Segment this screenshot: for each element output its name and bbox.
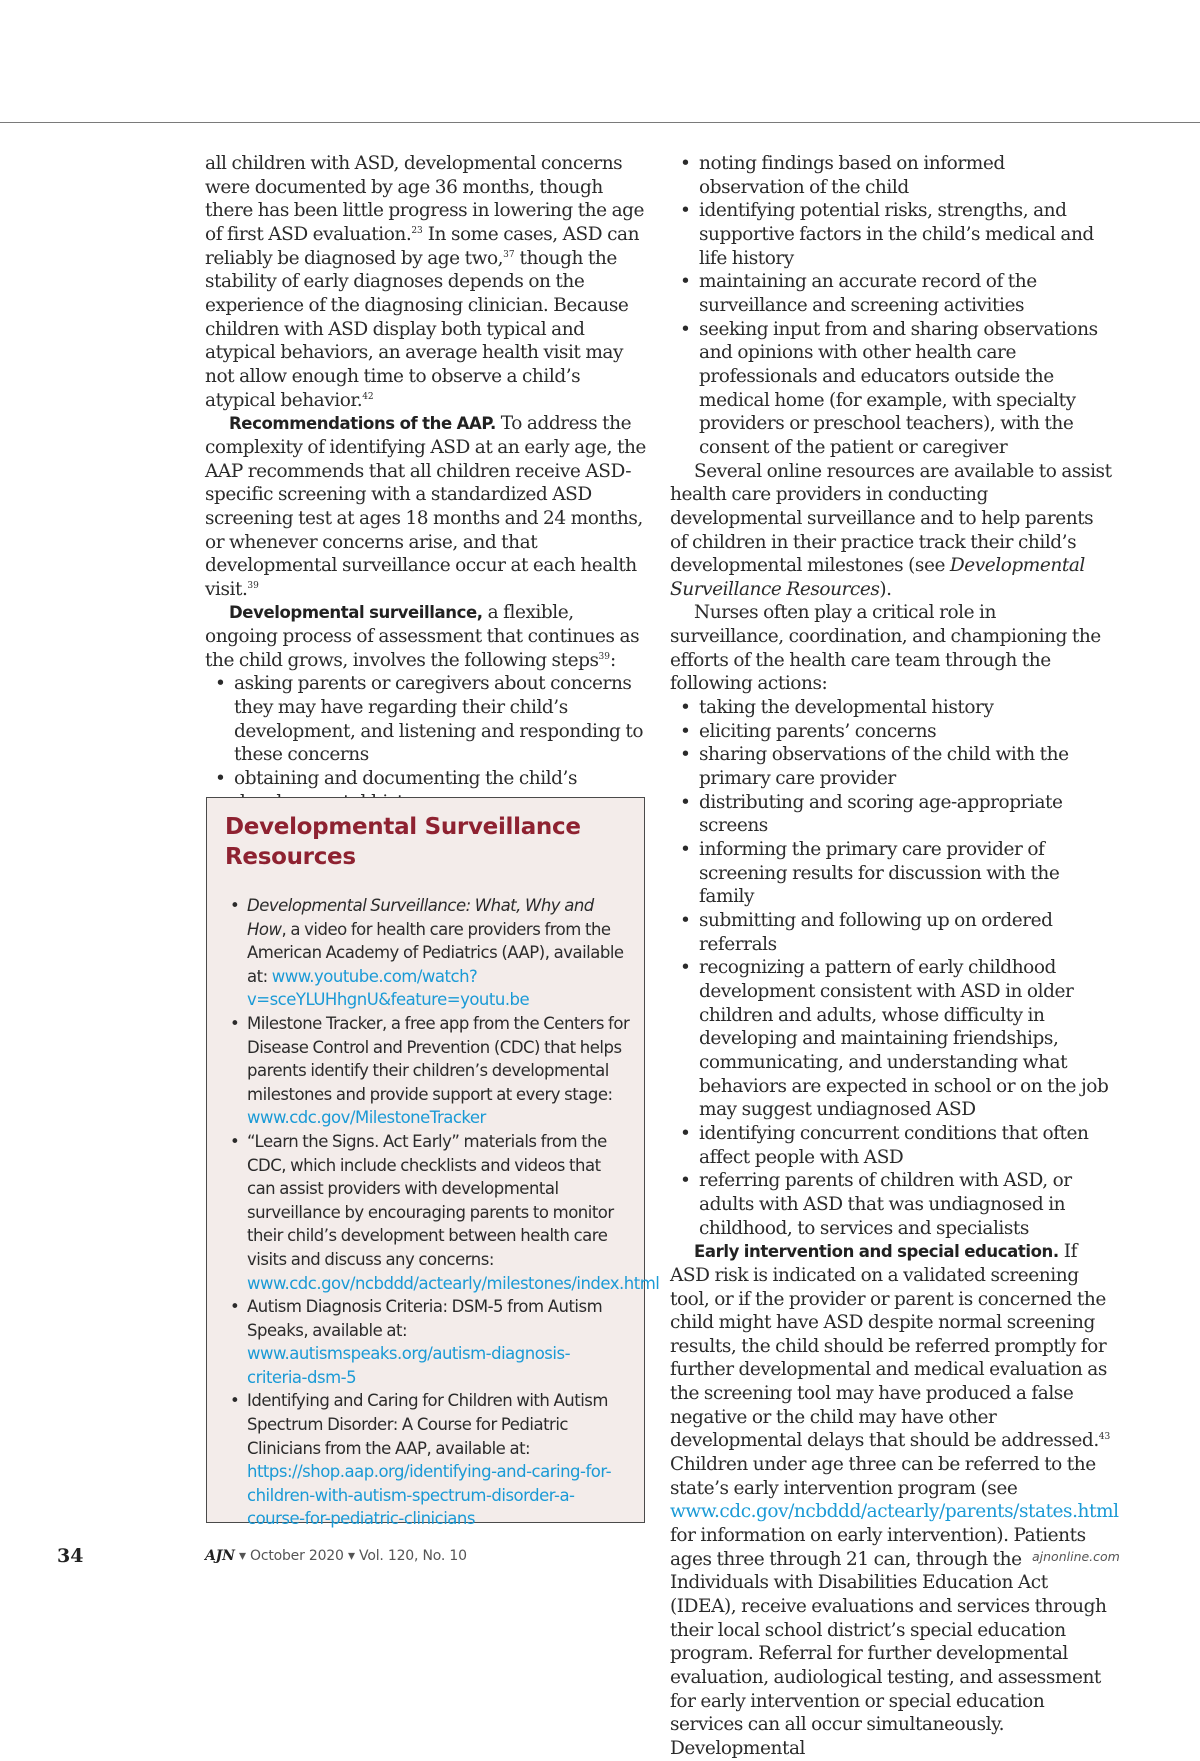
paragraph: Developmental surveillance, a flexible, ongoing process of assessment that continues as the child grows, involves the following steps$^{39}$: (205, 602, 640, 671)
resource-item: • “Learn the Signs. Act Early” materials from the CDC, which include checklists and videos that can assist providers with developmental surveillance by encouraging parents to monitor their child’s development between health care visits and discuss any concerns: www.cdc.gov/ncbddd/actearly/milestones/index.html (225, 1130, 630, 1295)
state-programs-link[interactable]: www.cdc.gov/ncbddd/actearly/parents/states.html (670, 1501, 1119, 1523)
list-item: • referring parents of children with ASD, or adults with ASD that was undiagnosed in childhood, to services and specialists (670, 1169, 1112, 1240)
list-item: • asking parents or caregivers about concerns they may have regarding their child’s development, and listening and responding to these concerns (205, 672, 647, 767)
resources-sidebar (206, 797, 660, 1529)
paragraph: all children with ASD, developmental concerns were documented by age 36 months, though there has been little progress in lowering the age of first ASD evaluation.$^{23}$ In some cases, ASD can reliably be diagnosed by age two,$^{37}$ though the stability of early diagnoses depends on the experience of the diagnosing clinician. Because children with ASD display both typical and atypical behaviors, an average health visit may not allow enough time to observe a child’s atypical behavior.$^{42}$ (205, 153, 645, 411)
resource-list (225, 894, 660, 1531)
resource-link[interactable]: www.youtube.com/watch?v=sceYLUHhgnU&feature=youtu.be (247, 966, 530, 1010)
list-item: • submitting and following up on ordered referrals (670, 909, 1112, 956)
list-item: • obtaining and documenting the child’s (205, 767, 647, 814)
bullet-list (670, 152, 1112, 460)
resource-item: • Developmental Surveillance: What, Why and How, a video for health care providers from the American Academy of Pediatrics (AAP), available at: www.youtube.com/watch?v=sceYLUHhgnU&feature=youtu.be (225, 894, 630, 1012)
list-item: • identifying potential risks, strengths, and supportive factors in the child’s medical and life history (670, 199, 1112, 270)
paragraph: Early intervention and special education. If ASD risk is indicated on a validated screening tool, or if the provider or parent is concerned the child might have ASD despite normal screening results, the child should be referred promptly for further developmental and medical evaluation as the screening tool may have produced a false negative or the child may have other developmental delays that should be addressed.$^{43}$ Children under age three can be referred to the state’s early intervention program (see www.cdc.gov/ncbddd/actearly/parents/states.html for information on early intervention). Patients ages three through 21 can, through the Individuals with Disabilities Education Act (IDEA), receive evaluations and services through their local school district’s special education program. Referral for further developmental evaluation, audiological testing, and assessment for early intervention or special education services can all occur simultaneously. Developmental (670, 1241, 1119, 1759)
resource-link[interactable]: www.cdc.gov/ncbddd/actearly/milestones/index.html (247, 1273, 660, 1293)
resource-item: • Identifying and Caring for Children with Autism Spectrum Disorder: A Course for Pediatric Clinicians from the AAP, available at: https://shop.aap.org/identifying-and-caring-for-children-with-autism-spectrum-disorder-a-course-for-pediatric-clinicians (225, 1389, 630, 1531)
bullet-list (205, 672, 647, 814)
list-item: • recognizing a pattern of early childhood development consistent with ASD in older children and adults, whose difficulty in developing and maintaining friendships, communicating, and understanding what behaviors are expected in school or on the job may suggest undiagnosed ASD (670, 956, 1112, 1122)
run-in-heading: Developmental surveillance, (229, 603, 483, 623)
sidebar-title: Developmental Surveillance Resources (225, 814, 581, 870)
list-item: • informing the primary care provider of screening results for discussion with the family (670, 838, 1112, 909)
page-footer (0, 1545, 1200, 1569)
list-item: • identifying concurrent conditions that often affect people with ASD (670, 1122, 1112, 1169)
header-rule (0, 122, 1200, 123)
list-item: • seeking input from and sharing observations and opinions with other health care professionals and educators outside the medical home (for example, with specialty providers or preschool teachers), with the consent of the patient or caregiver (670, 318, 1112, 460)
journal-site: ajnonline.com (1032, 1549, 1120, 1564)
list-item: • taking the developmental history (670, 696, 1112, 720)
list-item: • distributing and scoring age-appropriate screens (670, 791, 1112, 838)
resource-item: • Autism Diagnosis Criteria: DSM-5 from Autism Speaks, available at: www.autismspeaks.org/autism-diagnosis-criteria-dsm-5 (225, 1295, 630, 1389)
list-item: • noting findings based on informed observation of the child (670, 152, 1112, 199)
bullet-list (670, 696, 1112, 1240)
run-in-heading: Early intervention and special education. (694, 1242, 1059, 1262)
list-item: • eliciting parents’ concerns (670, 720, 1112, 744)
run-in-heading: Recommendations of the AAP. (229, 414, 496, 434)
list-item: • sharing observations of the child with the primary care provider (670, 743, 1112, 790)
paragraph: Recommendations of the AAP. To address the complexity of identifying ASD at an early age, the AAP recommends that all children receive ASD-specific screening with a standardized ASD screening test at ages 18 months and 24 months, or whenever concerns arise, and that developmental surveillance occur at each health visit.$^{39}$ (205, 413, 646, 600)
right-column (670, 152, 1119, 1761)
left-column (205, 152, 647, 814)
list-item: • maintaining an accurate record of the surveillance and screening activities (670, 270, 1112, 317)
journal-citation: AJN ▾ October 2020 ▾ Vol. 120, No. 10 (205, 1548, 467, 1564)
resource-link[interactable]: https://shop.aap.org/identifying-and-caring-for-children-with-autism-spectrum-disorder-a-course-for-pediatric-clinicians (247, 1462, 612, 1529)
resource-link[interactable]: www.cdc.gov/MilestoneTracker (247, 1108, 486, 1128)
page-number: 34 (57, 1545, 84, 1567)
paragraph: Several online resources are available to assist health care providers in conducting developmental surveillance and to help parents of children in their practice track their child’s developmental milestones (see Developmental Surveillance Resources). (670, 460, 1112, 600)
resource-link[interactable]: www.autismspeaks.org/autism-diagnosis-criteria-dsm-5 (247, 1344, 571, 1387)
resource-item: • Milestone Tracker, a free app from the Centers for Disease Control and Prevention (CDC) that helps parents identify their children’s developmental milestones and provide support at every stage: www.cdc.gov/MilestoneTracker (225, 1012, 630, 1130)
paragraph: Nurses often play a critical role in surveillance, coordination, and championing the efforts of the health care team through the following actions: (670, 602, 1101, 695)
